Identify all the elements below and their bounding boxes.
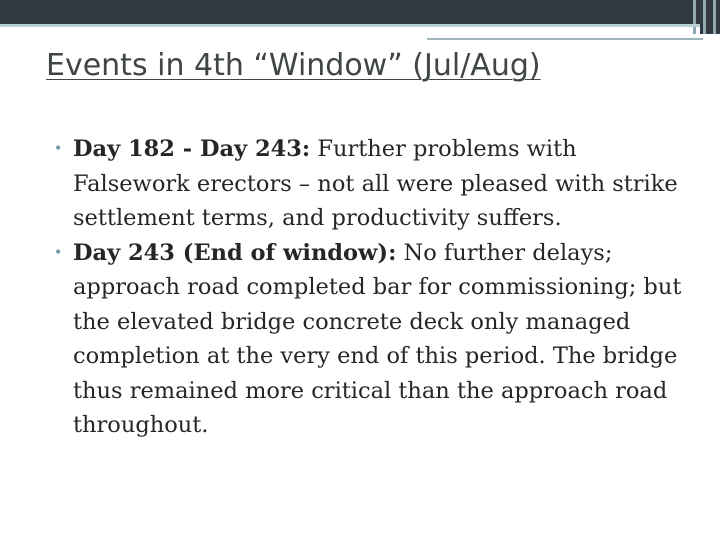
accent-stripe <box>693 0 696 34</box>
bullet-icon: • <box>54 141 63 157</box>
bullet-item <box>54 236 694 443</box>
title-divider <box>0 24 700 27</box>
bullet-lead: Day 182 - Day 243: <box>73 136 311 162</box>
bullet-text: Further problems with Falsework erectors – not all were pleased with strike settlement terms, and productivity suffers. <box>73 136 678 231</box>
accent-stripe <box>703 0 706 34</box>
bullet-lead: Day 243 (End of window): <box>73 239 397 266</box>
bullet-icon: • <box>54 244 63 261</box>
slide-title: Events in 4th “Window” (Jul/Aug) <box>46 48 541 83</box>
bullet-list <box>54 132 694 443</box>
bullet-text: No further delays; approach road completed bar for commissioning; but the elevated bridge concrete deck only managed completion at the very end of this period. The bridge thus remained more critical than the approach road throughout. <box>73 239 682 438</box>
top-decorative-bar <box>0 0 720 24</box>
bullet-item <box>54 132 694 236</box>
accent-stripe <box>713 0 716 34</box>
title-accent-line <box>427 38 703 40</box>
